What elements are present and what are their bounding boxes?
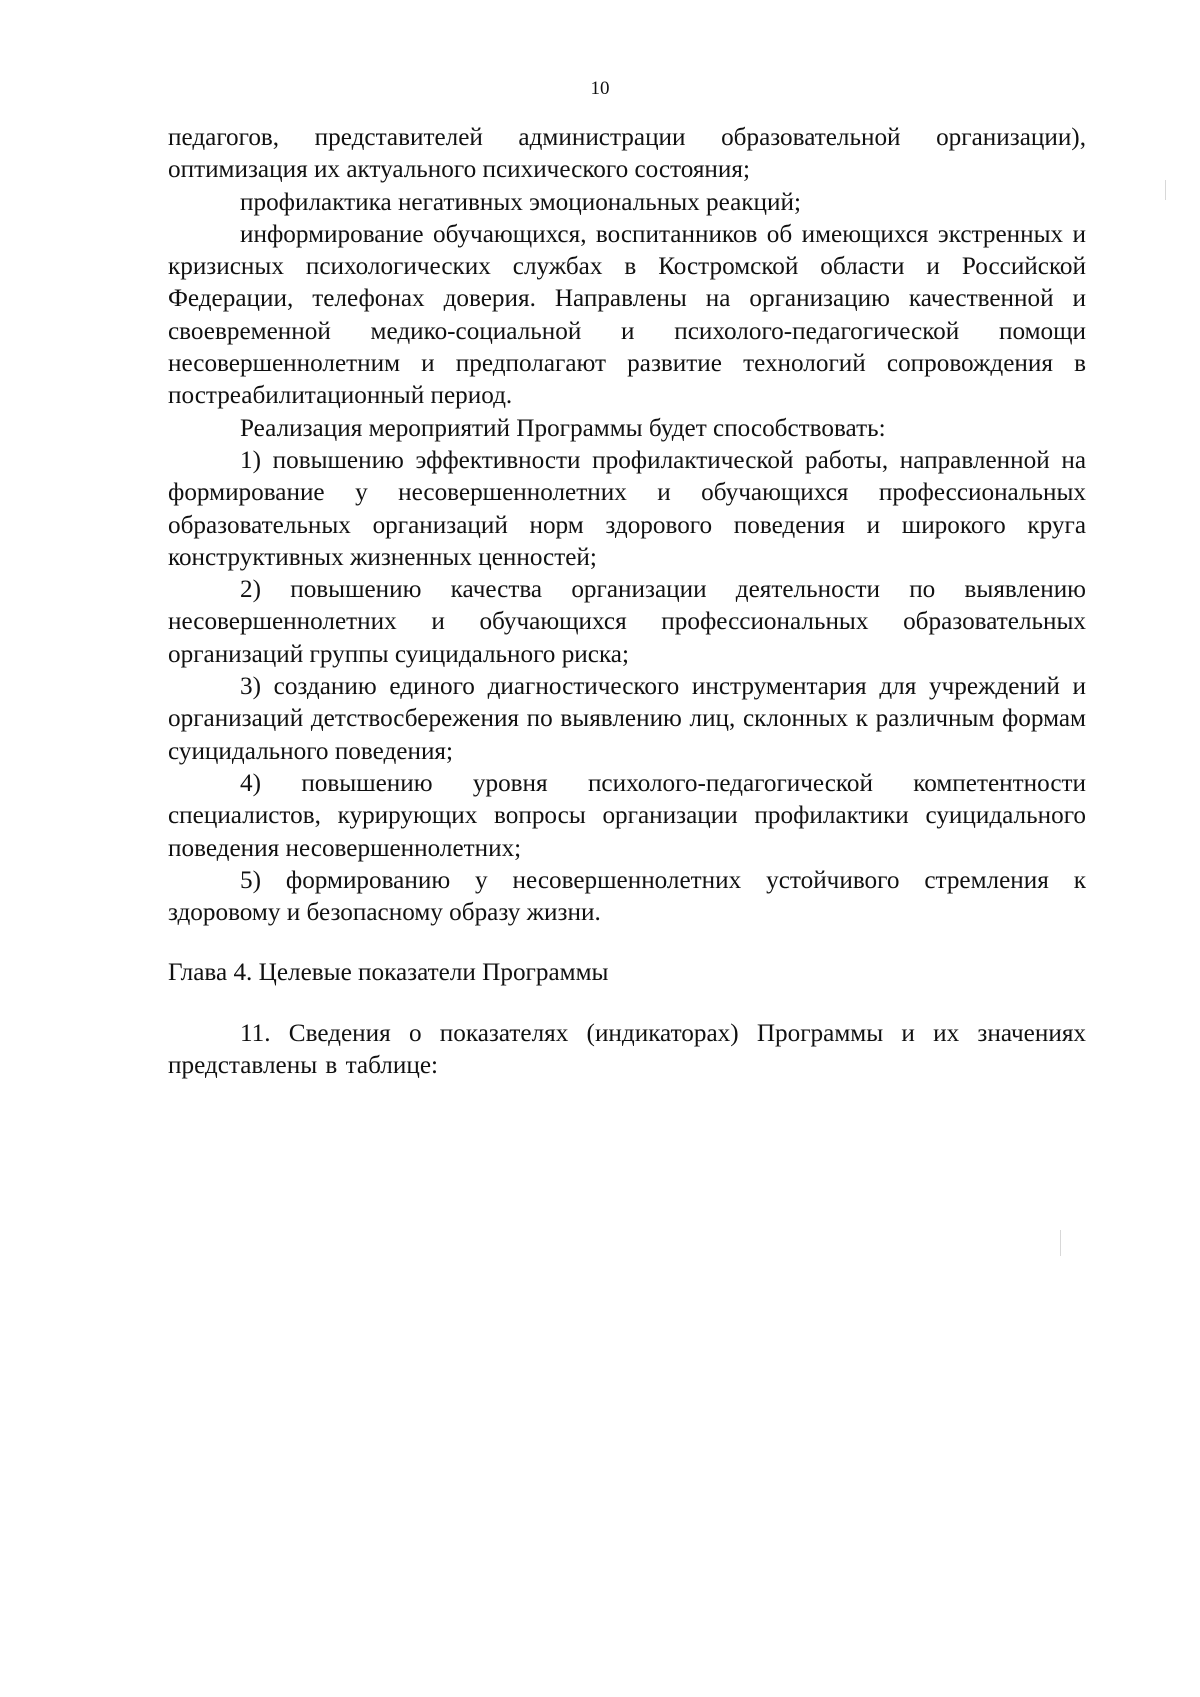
paragraph-prevention: профилактика негативных эмоциональных реакций; [240, 188, 801, 216]
section-11-paragraph: 11. Сведения о показателях (индикаторах) Программы и их значениях представлены в таблице: [168, 1019, 1086, 1080]
paragraph-continuation: педагогов, представителей администрации образовательной организации), оптимизация их актуального психического состояния; [168, 124, 1086, 184]
list-item-5: 5) формированию у несовершеннолетних устойчивого стремления к здоровому и безопасному образу жизни. [168, 866, 1086, 927]
list-item-3: 3) созданию единого диагностического инструментария для учреждений и организаций детствосбережения по выявлению лиц, склонных к различным формам суицидального поведения; [168, 673, 1086, 765]
paragraph-implementation-intro: Реализация мероприятий Программы будет способствовать: [240, 414, 886, 442]
chapter-heading: Глава 4. Целевые показатели Программы [168, 959, 609, 987]
paragraph-informing: информирование обучающихся, воспитанников об имеющихся экстренных и кризисных психологических службах в Костромской области и Российской Федерации, телефонах доверия. Направлены на организацию качественной и своевременной медико-социальной и психолого-педагогической помощи несовершеннолетним и предполагают развитие технологий сопровождения в постреабилитационный период. [168, 220, 1086, 410]
scan-artifact-mark [1165, 180, 1166, 200]
list-item-1: 1) повышению эффективности профилактической работы, направленной на формирование у несовершеннолетних и обучающихся профессиональных образовательных организаций норм здорового поведения и широкого круга конструктивных жизненных ценностей; [168, 446, 1086, 571]
scan-artifact-mark [1060, 1230, 1061, 1256]
list-item-4: 4) повышению уровня психолого-педагогической компетентности специалистов, курирующих вопросы организации профилактики суицидального поведения несовершеннолетних; [168, 769, 1086, 862]
page-number: 10 [590, 78, 610, 99]
document-body [168, 122, 1086, 1082]
list-item-2: 2) повышению качества организации деятельности по выявлению несовершеннолетних и обучающихся профессиональных образовательных организаций группы суицидального риска; [168, 576, 1086, 668]
